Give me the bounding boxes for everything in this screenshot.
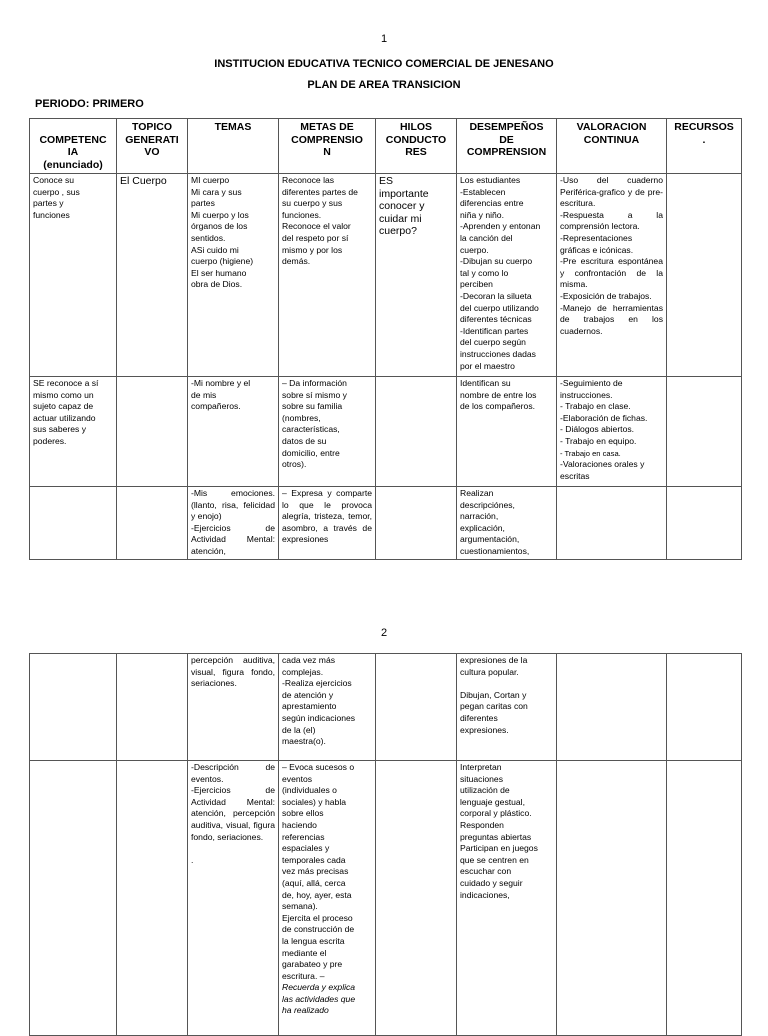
- table-row: [30, 654, 742, 761]
- cell-hilos: [376, 761, 457, 1036]
- cell-metas: cada vez más complejas. -Realiza ejercicios de atención y aprestamiento según indicaciones de la (el) maestra(o).: [279, 654, 376, 761]
- cell-desempenos: Identifican su nombre de entre los de los compañeros.: [457, 377, 557, 487]
- institution-title: INSTITUCION EDUCATIVA TECNICO COMERCIAL DE JENESANO: [214, 58, 554, 70]
- cell-metas: – Expresa y comparte lo que le provoca alegría, tristeza, temor, asombro, a través de expresiones: [279, 487, 376, 560]
- cell-valoracion: [557, 487, 667, 560]
- valoracion-item: - Trabajo en equipo.: [560, 435, 637, 446]
- table-row: [30, 761, 742, 1036]
- cell-topico: [117, 654, 188, 761]
- cell-temas: -Descripción de eventos. -Ejercicios de Actividad Mental: atención, percepción auditiva, visual, figura fondo, seriaciones. .: [188, 761, 279, 1036]
- cell-desempenos: expresiones de la cultura popular. Dibujan, Cortan y pegan caritas con diferentes expresiones.: [457, 654, 557, 761]
- valoracion-item: -Seguimiento de instrucciones.: [560, 378, 623, 400]
- cell-hilos: [376, 487, 457, 560]
- cell-topico: [117, 377, 188, 487]
- header-recursos: RECURSOS .: [667, 119, 742, 174]
- cell-topico: [117, 761, 188, 1036]
- cell-competencia: [30, 654, 117, 761]
- cell-competencia: [30, 487, 117, 560]
- cell-recursos: [667, 487, 742, 560]
- cell-hilos: [376, 377, 457, 487]
- cell-temas: percepción auditiva, visual, figura fondo, seriaciones.: [188, 654, 279, 761]
- header-competencia: COMPETENC IA (enunciado): [30, 119, 117, 174]
- plan-title: PLAN DE AREA TRANSICION: [307, 79, 461, 91]
- cell-hilos: [376, 654, 457, 761]
- page-number-2: 2: [380, 627, 388, 639]
- cell-recursos: [667, 761, 742, 1036]
- cell-competencia: SE reconoce a sí mismo como un sujeto capaz de actuar utilizando sus saberes y poderes.: [30, 377, 117, 487]
- header-hilos: HILOS CONDUCTO RES: [376, 119, 457, 174]
- cell-temas: MI cuerpo Mi cara y sus partes Mi cuerpo y los órganos de los sentidos. ASi cuido mi cuerpo (higiene) El ser humano obra de Dios.: [188, 174, 279, 377]
- cell-valoracion: -Uso del cuaderno Periférica-grafico y de pre-escritura. -Respuesta a la comprensión lectora. -Representaciones gráficas e icónicas. -Pre escritura espontánea y confrontación de la misma. -Exposición de trabajos. -Manejo de herramientas de trabajos en los cuadernos.: [557, 174, 667, 377]
- cell-valoracion: [557, 377, 667, 487]
- cell-recursos: [667, 174, 742, 377]
- cell-valoracion: [557, 761, 667, 1036]
- cell-topico: [117, 487, 188, 560]
- cell-temas: -Mi nombre y el de mis compañeros.: [188, 377, 279, 487]
- cell-desempenos: Realizan descripciónes, narración, explicación, argumentación, cuestionamientos,: [457, 487, 557, 560]
- plan-table-page2: [29, 653, 742, 1036]
- table-row: [30, 377, 742, 487]
- cell-metas: [279, 761, 376, 1036]
- cell-temas: -Mis emociones. (llanto, risa, felicidad y enojo) -Ejercicios de Actividad Mental: atención,: [188, 487, 279, 560]
- cell-metas: Reconoce las diferentes partes de su cuerpo y sus funciones. Reconoce el valor del respeto por sí mismo y por los demás.: [279, 174, 376, 377]
- cell-metas: – Da información sobre sí mismo y sobre su familia (nombres, características, datos de su domicilio, entre otros).: [279, 377, 376, 487]
- cell-competencia: Conoce su cuerpo , sus partes y funciones: [30, 174, 117, 377]
- cell-competencia: [30, 761, 117, 1036]
- table-row: [30, 487, 742, 560]
- page-number-1: 1: [380, 33, 388, 45]
- table-row: [30, 174, 742, 377]
- plan-table-page1: [29, 118, 742, 560]
- header-metas: METAS DE COMPRENSIO N: [279, 119, 376, 174]
- table-header-row: [30, 119, 742, 174]
- valoracion-item: -Elaboración de fichas.: [560, 412, 648, 423]
- valoracion-item: - Trabajo en clase.: [560, 401, 631, 412]
- metas-text: – Evoca sucesos o eventos (individuales o sociales) y habla sobre ellos haciendo referencias espaciales y temporales cada vez más precisas (aquí, allá, cerca de, hoy, ayer, esta semana). Ejercita el proceso de construcción de la lengua escrita mediante el garabateo y pre escritura. –: [282, 762, 355, 981]
- cell-recursos: [667, 377, 742, 487]
- cell-desempenos: Los estudiantes -Establecen diferencias entre niña y niño. -Aprenden y entonan la canción del cuerpo. -Dibujan su cuerpo tal y como lo perciben -Decoran la silueta del cuerpo utilizando diferentes técnicas -Identifican partes del cuerpo según instrucciones dadas por el maestro: [457, 174, 557, 377]
- cell-recursos: [667, 654, 742, 761]
- header-desempenos: DESEMPEÑOS DE COMPRENSION: [457, 119, 557, 174]
- cell-valoracion: [557, 654, 667, 761]
- cell-hilos: ES importante conocer y cuidar mi cuerpo?: [376, 174, 457, 377]
- valoracion-item: - Diálogos abiertos.: [560, 424, 635, 435]
- cell-desempenos: Interpretan situaciones utilización de lenguaje gestual, corporal y plástico. Responden preguntas abiertas Participan en juegos que se centren en escuchar con cuidado y seguir indicaciones,: [457, 761, 557, 1036]
- cell-topico: El Cuerpo: [117, 174, 188, 377]
- metas-italic-text: Recuerda y explica las actividades que ha realizado: [282, 982, 356, 1016]
- valoracion-item: - Trabajo en casa.: [560, 448, 621, 458]
- header-temas: TEMAS: [188, 119, 279, 174]
- valoracion-item: -Valoraciones orales y escritas: [560, 459, 645, 481]
- period-label: PERIODO: PRIMERO: [35, 98, 144, 110]
- header-valoracion: VALORACION CONTINUA: [557, 119, 667, 174]
- header-topico: TOPICO GENERATI VO: [117, 119, 188, 174]
